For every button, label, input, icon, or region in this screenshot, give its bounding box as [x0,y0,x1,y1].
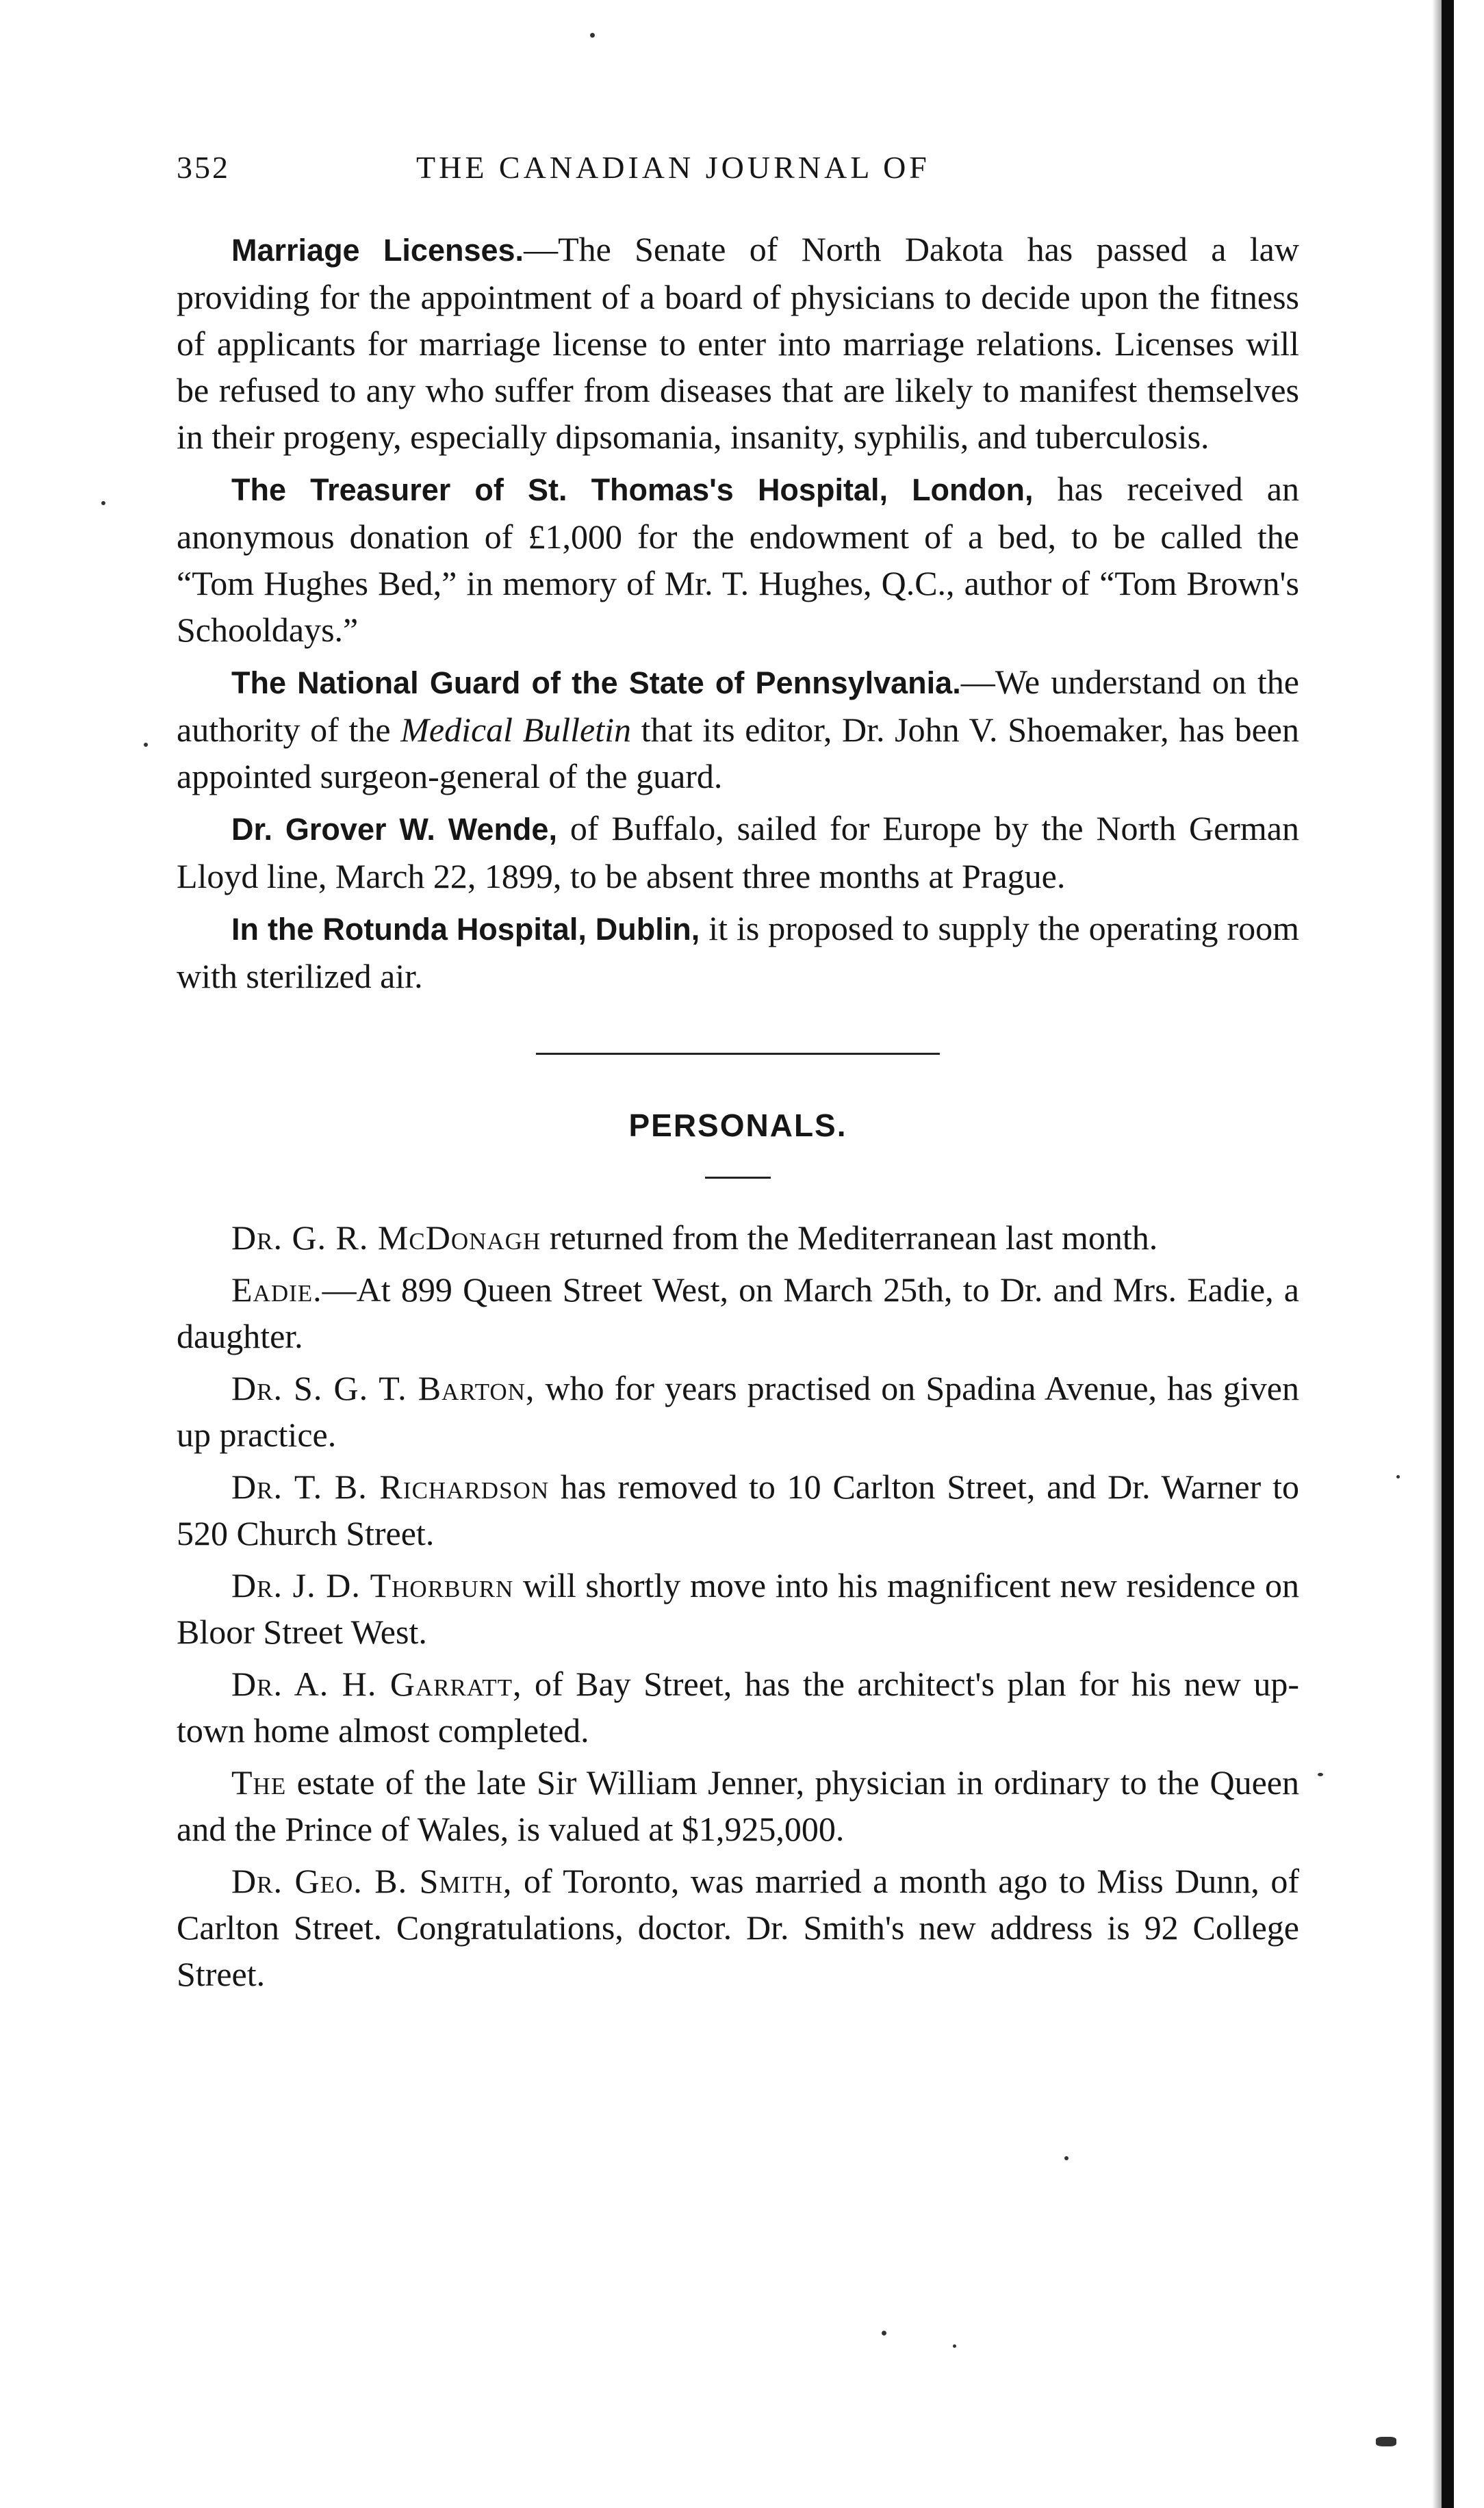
news-item-text: of Buffalo, sailed for Europe by the North German Lloyd line, March 22, 1899, to be absent three months at Prague. [177,809,1299,895]
personal-text: who for years practised on Spadina Avenue, has given up practice. [177,1369,1299,1454]
personal-name: Dr. T. B. Richardson [231,1468,550,1506]
news-item-text: that its editor, Dr. John V. Shoemaker, has been appointed surgeon-general of the guard. [177,711,1299,795]
personal-text: has removed to 10 Carlton Street, and Dr. Warner to 520 Church Street. [177,1468,1299,1552]
news-item-text: —We understand on the authority of the [177,663,1299,749]
scan-speck [1376,2437,1396,2446]
news-item-st-thomas-hospital [177,465,1299,653]
news-section [177,226,1299,999]
personals-heading: PERSONALS. [628,1108,847,1143]
personal-name: Dr. S. G. T. Barton, [231,1369,535,1407]
scan-speck [1396,1475,1400,1479]
news-item-marriage-licenses [177,226,1299,460]
publication-title: Medical Bulletin [400,711,632,749]
personal-text: estate of the late Sir William Jenner, physician in ordinary to the Queen and the Prince of Wales, is valued at $1,925,000. [177,1763,1299,1848]
personal-text: of Toronto, was married a month ago to Miss Dunn, of Carlton Street. Congratulations, doctor. Dr. Smith's new address is 92 College Street. [177,1862,1299,1993]
personal-name: Eadie. [231,1270,322,1309]
page-number: 352 [177,150,230,185]
news-item-lead: In the Rotunda Hospital, Dublin, [231,912,700,947]
news-item-lead: The National Guard of the State of Pennsylvania. [231,665,961,700]
personal-item [177,1759,1299,1852]
page-spine-edge [1442,0,1454,2508]
page-header [177,149,1299,197]
text-column [177,226,1299,2003]
personal-name: Dr. J. D. Thorburn [231,1566,514,1604]
personal-text: returned from the Mediterranean last month. [541,1218,1158,1257]
heading-underline [705,1177,771,1179]
personal-name: Dr. G. R. McDonagh [231,1218,541,1257]
scan-speck [882,2331,886,2336]
running-title: THE CANADIAN JOURNAL OF [416,150,930,185]
news-item-lead: Dr. Grover W. Wende, [231,812,557,847]
personal-item [177,1858,1299,1997]
news-item-text: —The Senate of North Dakota has passed a law providing for the appointment of a board of physicians to decide upon the fitness of applicants for marriage license to enter into marriage relations. Licenses will be refused to any who suffer from diseases that are likely to manifest themselves in their progeny, especially dipsomania, insanity, syphilis, and tuberculosis. [177,230,1299,456]
personals-section [177,1214,1299,1997]
personal-text: will shortly move into his magnificent new residence on Bloor Street West. [177,1566,1299,1651]
scan-speck [144,743,148,747]
news-item-text: it is proposed to supply the operating room with sterilized air. [177,909,1299,995]
news-item-national-guard [177,658,1299,799]
personal-text: —At 899 Queen Street West, on March 25th, to Dr. and Mrs. Eadie, a daughter. [177,1270,1299,1355]
personal-item [177,1562,1299,1655]
personal-item [177,1365,1299,1458]
scan-speck [953,2344,956,2348]
news-item-grover-wende [177,805,1299,899]
section-divider [536,1053,940,1055]
personal-name: Dr. Geo. B. Smith, [231,1862,513,1900]
page-spine-shadow [1432,0,1442,2508]
news-item-lead: The Treasurer of St. Thomas's Hospital, London, [231,472,1034,507]
personal-item [177,1266,1299,1359]
scan-speck [590,33,595,38]
scan-speck [1064,2156,1069,2160]
scan-speck [101,501,105,505]
news-item-text: has received an anonymous donation of £1,000 for the endowment of a bed, to be called the “Tom Hughes Bed,” in memory of Mr. T. Hughes, Q.C., author of “Tom Brown's Schooldays.” [177,470,1300,649]
personal-name: Dr. A. H. Garratt, [231,1665,522,1703]
news-item-lead: Marriage Licenses. [231,233,524,268]
personal-item [177,1463,1299,1557]
personal-text: of Bay Street, has the architect's plan for his new up-town home almost completed. [177,1665,1299,1750]
personal-item [177,1661,1299,1754]
personal-name: The [231,1763,287,1802]
scan-speck [1318,1773,1323,1776]
personal-item [177,1214,1299,1261]
news-item-rotunda-hospital [177,905,1299,999]
